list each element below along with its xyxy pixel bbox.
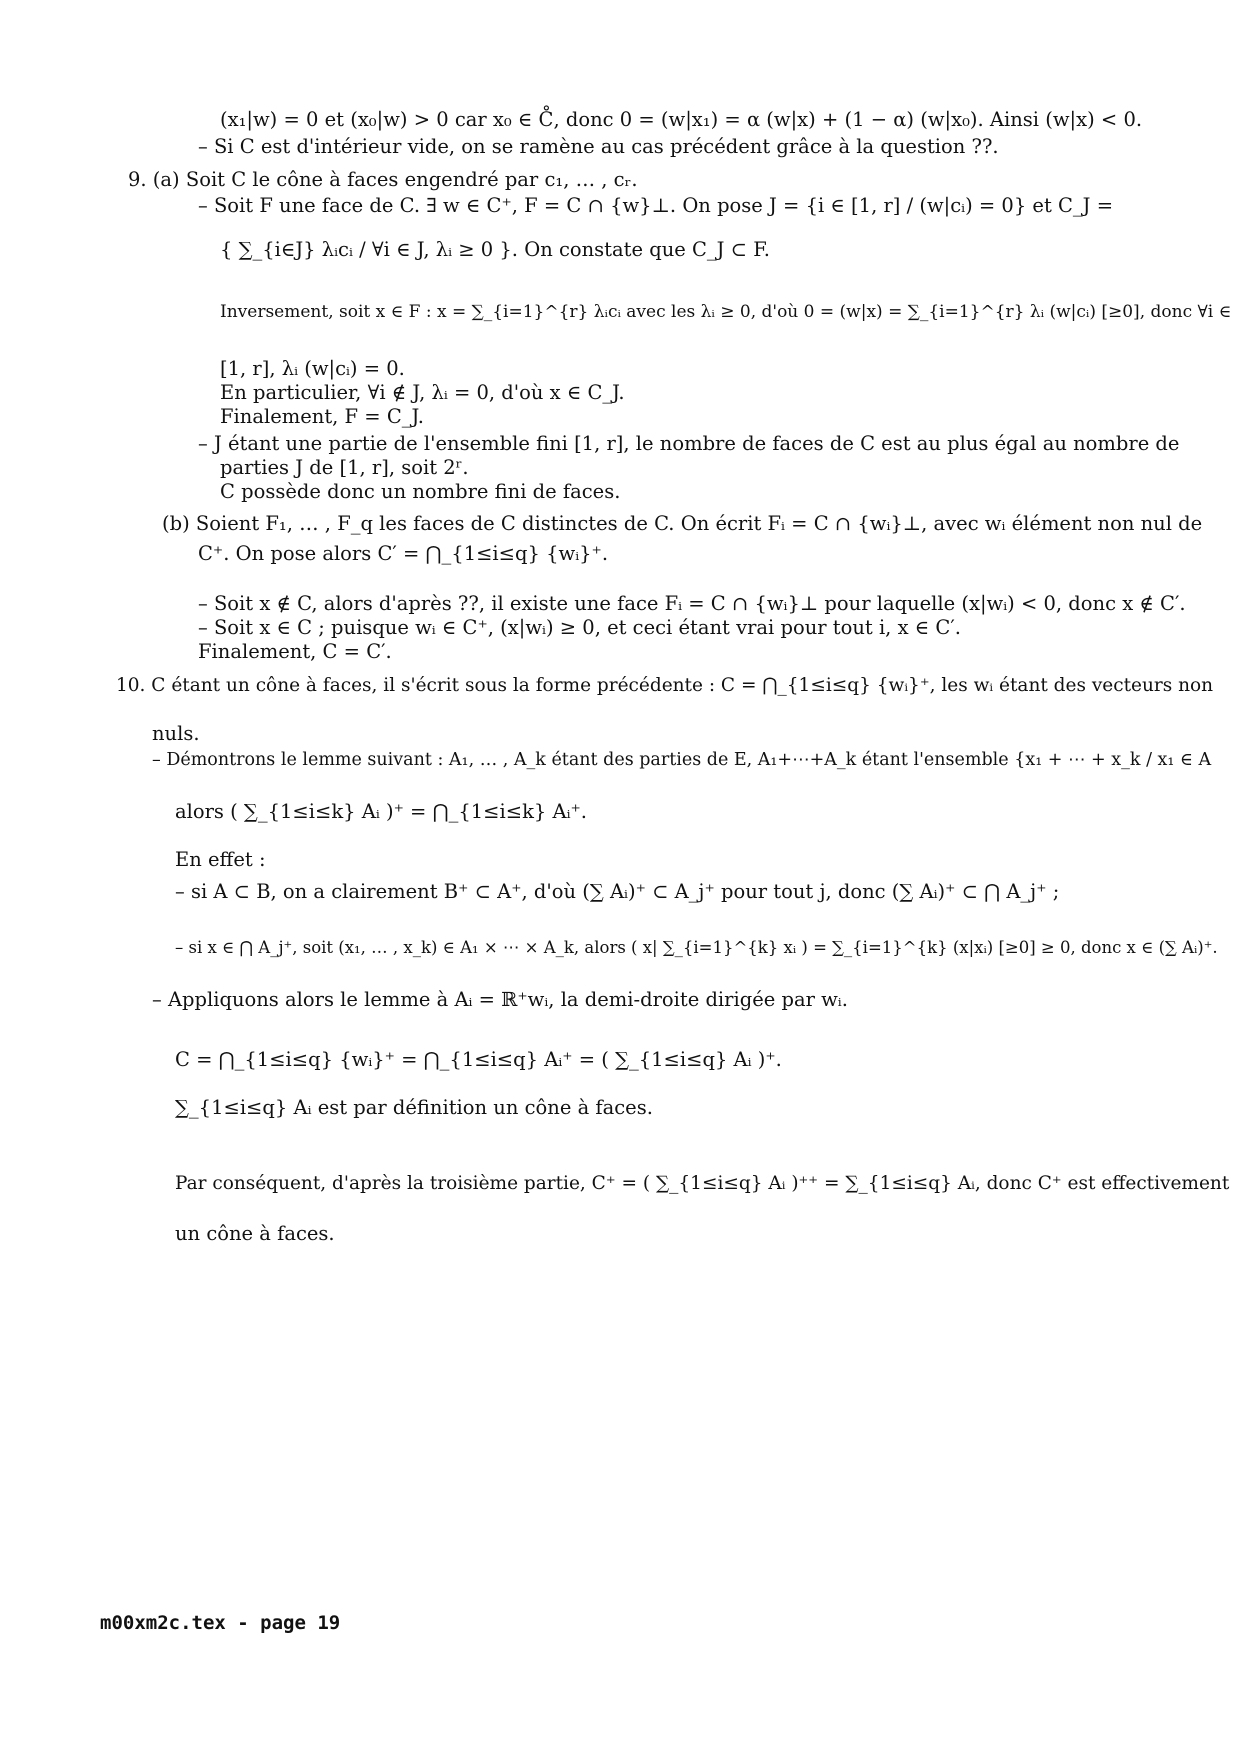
text-line: un cône à faces. [175, 1222, 335, 1245]
text-line: C possède donc un nombre fini de faces. [220, 480, 621, 503]
text-line: – Si C est d'intérieur vide, on se ramène au cas précédent grâce à la question ??. [198, 135, 999, 158]
text-line: 9. (a) Soit C le cône à faces engendré par c₁, … , cᵣ. [128, 168, 638, 191]
text-line: Inversement, soit x ∈ F : x = ∑_{i=1}^{r} λᵢcᵢ avec les λᵢ ≥ 0, d'où 0 = (w|x) = ∑_{i=1}^{r} λᵢ (w|cᵢ) [≥0], donc ∀i ∈ [220, 302, 1232, 322]
text-line: C⁺. On pose alors C′ = ⋂_{1≤i≤q} {wᵢ}⁺. [198, 542, 609, 565]
text-line: Par conséquent, d'après la troisième partie, C⁺ = ( ∑_{1≤i≤q} Aᵢ )⁺⁺ = ∑_{1≤i≤q} Aᵢ, donc C⁺ est effectivement [175, 1173, 1230, 1194]
text-line: Finalement, C = C′. [198, 640, 392, 663]
text-line: (b) Soient F₁, … , F_q les faces de C distinctes de C. On écrit Fᵢ = C ∩ {wᵢ}⊥, avec wᵢ élément non nul de [162, 512, 1203, 535]
text-line: alors ( ∑_{1≤i≤k} Aᵢ )⁺ = ⋂_{1≤i≤k} Aᵢ⁺. [175, 800, 587, 823]
text-line: nuls. [152, 722, 200, 745]
text-line: { ∑_{i∈J} λᵢcᵢ / ∀i ∈ J, λᵢ ≥ 0 }. On constate que C_J ⊂ F. [220, 238, 770, 261]
text-line: parties J de [1, r], soit 2ʳ. [220, 456, 469, 479]
text-line: – si x ∈ ⋂ A_j⁺, soit (x₁, … , x_k) ∈ A₁ × ⋯ × A_k, alors ( x| ∑_{i=1}^{k} xᵢ ) = ∑_{i=1}^{k} (x|xᵢ) [≥0] ≥ 0, donc x ∈ (∑ Aᵢ)⁺. [175, 938, 1218, 957]
text-line: 10. C étant un cône à faces, il s'écrit sous la forme précédente : C = ⋂_{1≤i≤q} {wᵢ}⁺, les wᵢ étant des vecteurs non [116, 675, 1214, 696]
page-footer: m00xm2c.tex - page 19 [100, 1612, 341, 1634]
text-line: – si A ⊂ B, on a clairement B⁺ ⊂ A⁺, d'où (∑ Aᵢ)⁺ ⊂ A_j⁺ pour tout j, donc (∑ Aᵢ)⁺ ⊂ ⋂ A_j⁺ ; [175, 880, 1060, 903]
text-line: [1, r], λᵢ (w|cᵢ) = 0. [220, 357, 405, 380]
text-line: Finalement, F = C_J. [220, 405, 424, 428]
text-line: En effet : [175, 848, 266, 871]
text-line: En particulier, ∀i ∉ J, λᵢ = 0, d'où x ∈ C_J. [220, 381, 625, 404]
text-line: – Démontrons le lemme suivant : A₁, … , A_k étant des parties de E, A₁+⋯+A_k étant l'ensemble {x₁ + ⋯ + x_k / x₁ ∈ A [152, 750, 1212, 770]
text-line: – Soit F une face de C. ∃ w ∈ C⁺, F = C ∩ {w}⊥. On pose J = {i ∈ [1, r] / (w|cᵢ) = 0} et C_J = [198, 194, 1114, 217]
text-line: – J étant une partie de l'ensemble fini [1, r], le nombre de faces de C est au plus égal au nombre de [198, 432, 1180, 455]
text-line: – Appliquons alors le lemme à Aᵢ = ℝ⁺wᵢ, la demi-droite dirigée par wᵢ. [152, 988, 848, 1011]
text-line: C = ⋂_{1≤i≤q} {wᵢ}⁺ = ⋂_{1≤i≤q} Aᵢ⁺ = ( ∑_{1≤i≤q} Aᵢ )⁺. [175, 1048, 782, 1071]
text-line: – Soit x ∉ C, alors d'après ??, il existe une face Fᵢ = C ∩ {wᵢ}⊥ pour laquelle (x|wᵢ) < 0, donc x ∉ C′. [198, 592, 1186, 615]
text-line: – Soit x ∈ C ; puisque wᵢ ∈ C⁺, (x|wᵢ) ≥ 0, et ceci étant vrai pour tout i, x ∈ C′. [198, 616, 961, 639]
text-line: ∑_{1≤i≤q} Aᵢ est par définition un cône à faces. [175, 1096, 653, 1119]
text-line: (x₁|w) = 0 et (x₀|w) > 0 car x₀ ∈ C̊, donc 0 = (w|x₁) = α (w|x) + (1 − α) (w|x₀). Ainsi (w|x) < 0. [220, 108, 1143, 131]
